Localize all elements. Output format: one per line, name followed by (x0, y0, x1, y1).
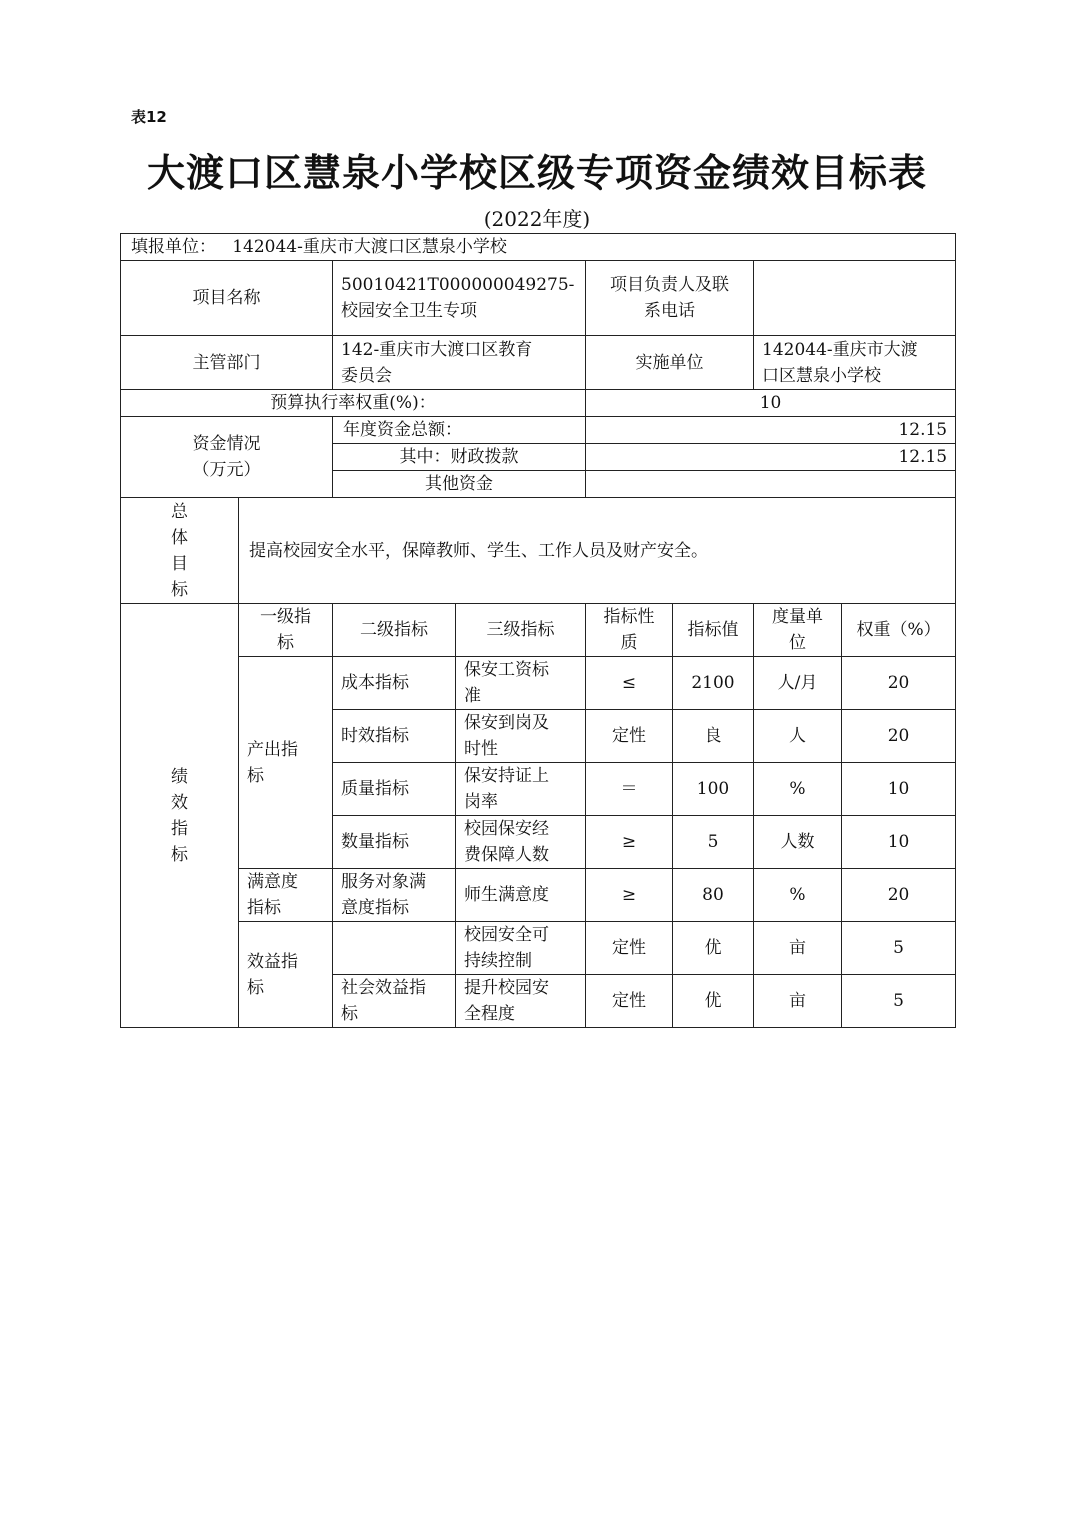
weight-cell: 10 (842, 763, 956, 816)
level3-cell: 保安工资标 准 (456, 657, 586, 710)
fill-unit-value: 142044-重庆市大渡口区慧泉小学校 (232, 237, 507, 257)
nature-cell: 定性 (586, 710, 673, 763)
level3-cell: 师生满意度 (456, 869, 586, 922)
header-value: 指标值 (673, 604, 754, 657)
impl-value: 142044-重庆市大渡 口区慧泉小学校 (754, 336, 956, 390)
funds-label: 资金情况 （万元） (121, 417, 333, 498)
level3-cell: 保安持证上 岗率 (456, 763, 586, 816)
header-level2: 二级指标 (333, 604, 456, 657)
weight-cell: 10 (842, 816, 956, 869)
level2-cell (333, 922, 456, 975)
funds-other-value (586, 471, 956, 498)
weight-cell: 5 (842, 922, 956, 975)
perf-indicator-label: 绩 效 指 标 (121, 604, 239, 1028)
nature-cell: 定性 (586, 922, 673, 975)
funds-total-label: 年度资金总额： (333, 417, 586, 444)
level2-cell: 服务对象满 意度指标 (333, 869, 456, 922)
table-number: 表12 (131, 108, 167, 126)
funds-total-value: 12.15 (586, 417, 956, 444)
table-row (121, 657, 956, 710)
nature-cell: ≥ (586, 816, 673, 869)
value-cell: 优 (673, 975, 754, 1028)
level3-cell: 校园安全可 持续控制 (456, 922, 586, 975)
project-name-value: 50010421T000000049275- 校园安全卫生专项 (333, 261, 586, 336)
value-cell: 100 (673, 763, 754, 816)
unit-cell: % (754, 869, 842, 922)
fill-unit-cell (121, 234, 956, 261)
nature-cell: ≥ (586, 869, 673, 922)
overall-target-text: 提高校园安全水平，保障教师、学生、工作人员及财产安全。 (239, 498, 956, 604)
header-level1: 一级指 标 (239, 604, 333, 657)
dept-row (121, 336, 956, 390)
level2-cell: 时效指标 (333, 710, 456, 763)
level2-cell: 质量指标 (333, 763, 456, 816)
value-cell: 5 (673, 816, 754, 869)
document-subtitle: (2022年度) (483, 207, 591, 231)
contact-label: 项目负责人及联 系电话 (586, 261, 754, 336)
table-row (121, 869, 956, 922)
dept-value: 142-重庆市大渡口区教育 委员会 (333, 336, 586, 390)
budget-rate-value: 10 (586, 390, 956, 417)
performance-target-table (120, 233, 956, 1028)
group-satisfaction: 满意度 指标 (239, 869, 333, 922)
nature-cell: 定性 (586, 975, 673, 1028)
project-name-label: 项目名称 (121, 261, 333, 336)
overall-target-label: 总 体 目 标 (121, 498, 239, 604)
level3-cell: 校园保安经 费保障人数 (456, 816, 586, 869)
contact-value (754, 261, 956, 336)
header-level3: 三级指标 (456, 604, 586, 657)
funds-fiscal-value: 12.15 (586, 444, 956, 471)
budget-rate-row (121, 390, 956, 417)
overall-target-row (121, 498, 956, 604)
unit-cell: % (754, 763, 842, 816)
level2-cell: 成本指标 (333, 657, 456, 710)
funds-fiscal-label: 其中：财政拨款 (333, 444, 586, 471)
weight-cell: 20 (842, 710, 956, 763)
level3-cell: 保安到岗及 时性 (456, 710, 586, 763)
nature-cell: ≤ (586, 657, 673, 710)
unit-cell: 人数 (754, 816, 842, 869)
impl-label: 实施单位 (586, 336, 754, 390)
funds-total-row (121, 417, 956, 444)
budget-rate-label: 预算执行率权重(%)： (121, 390, 586, 417)
funds-other-label: 其他资金 (333, 471, 586, 498)
table-row (121, 922, 956, 975)
value-cell: 优 (673, 922, 754, 975)
unit-cell: 人 (754, 710, 842, 763)
project-name-row (121, 261, 956, 336)
unit-cell: 人/月 (754, 657, 842, 710)
unit-cell: 亩 (754, 922, 842, 975)
group-output: 产出指 标 (239, 657, 333, 869)
perf-header-row (121, 604, 956, 657)
weight-cell: 5 (842, 975, 956, 1028)
fill-unit-label: 填报单位： (131, 237, 216, 257)
header-nature: 指标性 质 (586, 604, 673, 657)
fill-unit-row (121, 234, 956, 261)
nature-cell: ＝ (586, 763, 673, 816)
dept-label: 主管部门 (121, 336, 333, 390)
header-unit: 度量单 位 (754, 604, 842, 657)
header-weight: 权重（%） (842, 604, 956, 657)
level2-cell: 数量指标 (333, 816, 456, 869)
weight-cell: 20 (842, 869, 956, 922)
weight-cell: 20 (842, 657, 956, 710)
level3-cell: 提升校园安 全程度 (456, 975, 586, 1028)
unit-cell: 亩 (754, 975, 842, 1028)
document-title: 大渡口区慧泉小学校区级专项资金绩效目标表 (146, 151, 927, 195)
value-cell: 80 (673, 869, 754, 922)
value-cell: 良 (673, 710, 754, 763)
value-cell: 2100 (673, 657, 754, 710)
group-benefit: 效益指 标 (239, 922, 333, 1028)
level2-cell: 社会效益指 标 (333, 975, 456, 1028)
